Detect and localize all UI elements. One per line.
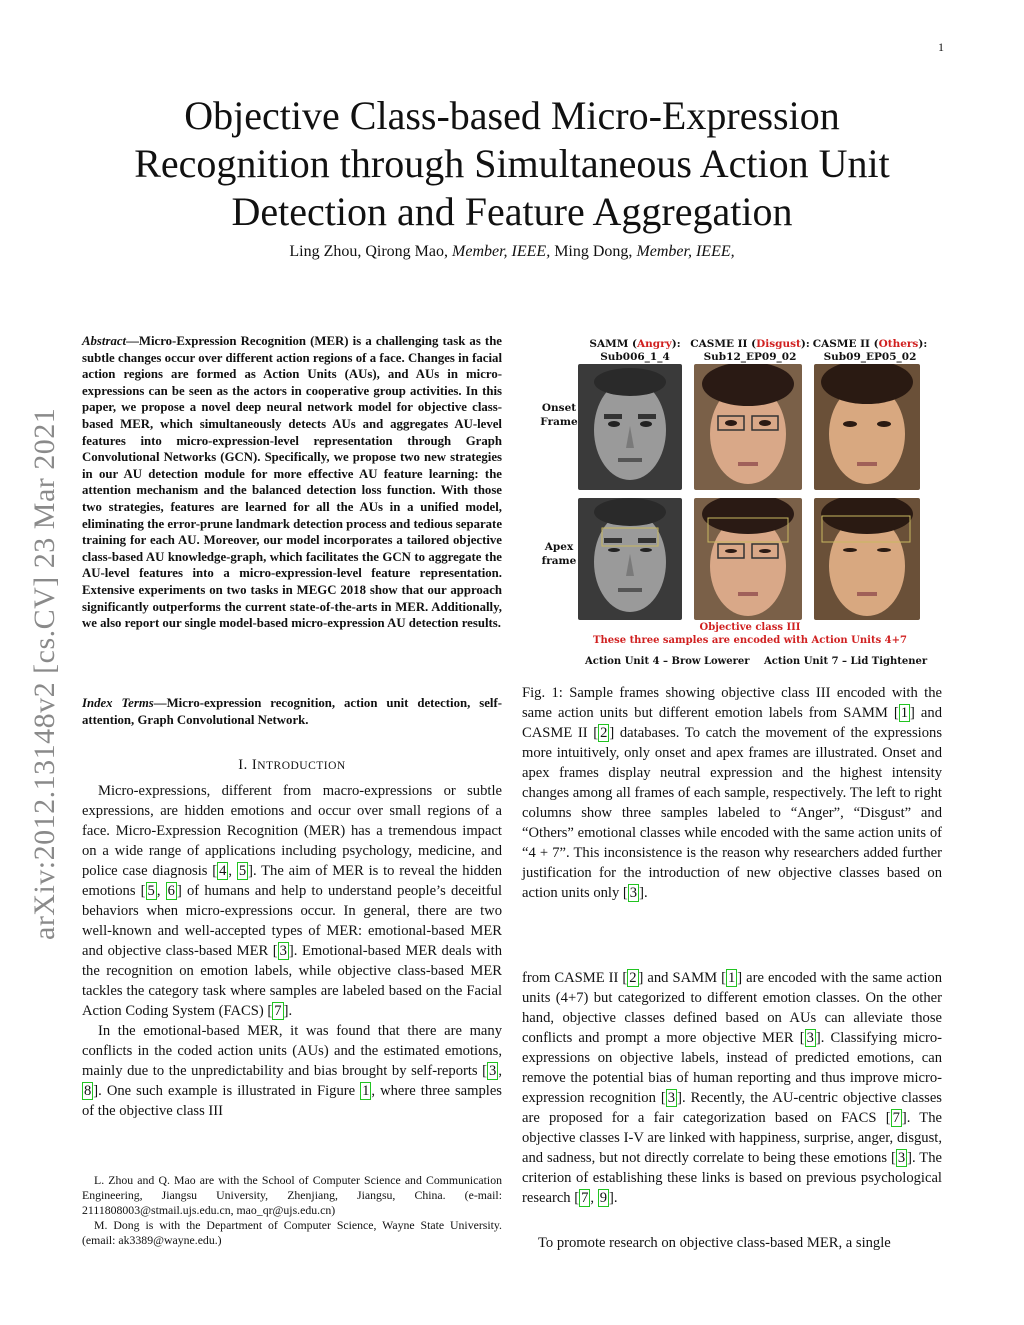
face-image-casme-others-onset bbox=[814, 364, 920, 490]
index-terms bbox=[82, 695, 502, 728]
abstract-label: Abstract bbox=[82, 334, 127, 348]
title-line-3: Detection and Feature Aggregation bbox=[231, 189, 793, 234]
row-label-line: Apex bbox=[544, 541, 574, 553]
footnote-2: M. Dong is with the Department of Computer Science, Wayne State University. (email: ak3389@wayne.edu.) bbox=[82, 1218, 502, 1247]
db-name: SAMM ( bbox=[589, 338, 637, 350]
author-1: Ling Zhou, Qirong Mao, bbox=[289, 243, 449, 260]
paper-title bbox=[60, 92, 964, 236]
sample-id: Sub12_EP09_02 bbox=[703, 351, 797, 363]
face-image-casme-disgust-apex bbox=[694, 498, 802, 620]
figure-link[interactable]: 1 bbox=[362, 1083, 370, 1099]
body-text: ]. The criterion of establishing these links is based on previous psychological research [ bbox=[522, 1150, 942, 1206]
arxiv-stamp: arXiv:2012.13148v2 [cs.CV] 23 Mar 2021 bbox=[28, 407, 61, 940]
emotion-label: Disgust bbox=[756, 338, 801, 350]
row-label-onset bbox=[535, 401, 583, 429]
row-label-apex bbox=[535, 540, 583, 568]
au7-label: Action Unit 7 – Lid Tightener bbox=[764, 656, 928, 667]
index-terms-text: —Micro-expression recognition, action unit detection, self-attention, Graph Convolutional Network. bbox=[82, 696, 503, 727]
citation-link[interactable]: 6 bbox=[167, 883, 175, 899]
citation-link[interactable]: 5 bbox=[238, 863, 247, 879]
citation-link[interactable]: 8 bbox=[84, 1083, 92, 1099]
caption-text: ] databases. To catch the movement of the expressions more intuitively, only onset and apex frames are illustrated. Onset and apex frames display neutral expression and the highest intensity changes among all frames of each sample, respectively. The left to right columns show three samples labeled to “Anger”, “Disgust” and “Others” emotional classes while encoded with the same action units of “4 + 7”. This inconsistence is the reason why researchers added further justification for the introduction of new objective classes based on action units only [ bbox=[522, 725, 942, 901]
intro-paragraph-2: In the emotional-based MER, it was found that there are many conflicts in the coded action units (AUs) and the estimated emotions, mainly due to the unpredictability and bias brought by self-reports [ 3 , 8 ]. One such example is illustrated in Figure 1 , where three samples of the objective class III bbox=[82, 1023, 502, 1119]
encoding-note: These three samples are encoded with Action Units 4+7 bbox=[593, 635, 907, 646]
section-title-initial: I bbox=[251, 757, 258, 773]
objective-class-label: Objective class III bbox=[699, 622, 801, 633]
citation-link[interactable]: 3 bbox=[629, 885, 638, 901]
citation-link[interactable]: 3 bbox=[897, 1150, 906, 1166]
intro-text: ]. One such example is illustrated in Figure bbox=[93, 1083, 361, 1099]
citation-link[interactable]: 1 bbox=[900, 705, 909, 721]
emotion-label: Angry bbox=[636, 338, 672, 350]
body-text: ]. Recently, the AU-centric objective classes are proposed for a fair categorization based on FACS [ bbox=[522, 1090, 942, 1126]
column-header-casme-disgust bbox=[690, 338, 810, 364]
citation-link[interactable]: 4 bbox=[219, 863, 227, 879]
citation-link[interactable]: 2 bbox=[600, 725, 608, 741]
db-close: ): bbox=[800, 338, 810, 350]
face-image-casme-others-apex bbox=[814, 498, 920, 620]
figure-caption bbox=[522, 683, 942, 903]
citation-link[interactable]: 3 bbox=[489, 1063, 497, 1079]
intro-text: Micro-expressions, different from macro-expressions or subtle expressions, are hidden emotions and occur over small regions of a face. Micro-Expression Recognition (MER) has a tremendous impact on a wide range of applications including psychology, medicine, and police case diagnosis [ bbox=[82, 783, 502, 879]
intro-text: ]. bbox=[283, 1003, 293, 1019]
emotion-label: Others bbox=[878, 338, 919, 350]
body-text: ]. The objective classes I-V are linked with happiness, surprise, anger, disgust, and sadness, but not directly correlate to being these emotions [ bbox=[522, 1110, 942, 1166]
db-name: CASME II ( bbox=[690, 338, 757, 350]
citation-link[interactable]: 3 bbox=[279, 943, 287, 959]
citation-link[interactable]: 1 bbox=[727, 970, 736, 986]
caption-text: ]. bbox=[639, 885, 648, 901]
sample-id: Sub09_EP05_02 bbox=[823, 351, 917, 363]
intro-text: , where three samples of the objective class III bbox=[82, 1083, 502, 1119]
db-close: ): bbox=[918, 338, 928, 350]
row-label-line: Frame bbox=[540, 416, 578, 428]
face-image-samm-onset bbox=[578, 364, 682, 490]
arxiv-stamp-container bbox=[18, 350, 70, 950]
abstract-text: —Micro-Expression Recognition (MER) is a challenging task as the subtle changes occur over different action regions of a face. Changes in facial action regions are formed as Action Units (AUs), and AUs in micro-expressions can be seen as the actors in cooperative group activities. In this paper, we propose a novel deep neural network model for objective class-based MER, which simultaneously detects AUs and aggregates AU-level features into micro-expression-level representation through Graph Convolutional Networks (GCN). Specifically, we propose two new strategies in our AU detection module for more effective AU feature learning: the attention mechanism and the balanced detection loss function. With those two strategies, features are learned for all the AUs in a unified model, eliminating the error-prune landmark detection process and tedious separate training for each AU. Moreover, our model incorporates a tailored objective class-based AU knowledge-graph, which facilitates the GCN to aggregate the AU-level features into a micro-expression-level feature representation. Extensive experiments on two tasks in MEGC 2018 show that our approach significantly outperforms the current state-of-the-arts in MER. Additionally, we also report our single model-based micro-expression AU detection results. bbox=[82, 334, 502, 631]
column-header-casme-others bbox=[810, 338, 930, 364]
section-title-rest: NTRODUCTION bbox=[257, 760, 346, 772]
intro-paragraph-1: Micro-expressions, different from macro-expressions or subtle expressions, are hidden emotions and occur over small regions of a face. Micro-Expression Recognition (MER) has a tremendous impact on a wide range of applications including psychology, medicine, and police case diagnosis [ 4 , 5 ]. The aim of MER is to reveal the hidden emotions [ 5 , 6 ] of humans and help to understand people’s deceitful behaviors when micro-expressions occur. In general, there are two well-known and well-accepted types of MER: emotional-based MER and objective class-based MER [ 3 ]. Emotional-based MER deals with the recognition on emotion labels, while objective class-based MER tackles the category task where samples are labeled based on the Facial Action Coding System (FACS) [ 7 ]. bbox=[82, 783, 502, 1019]
body-text: ] are encoded with the same action units (4+7) but categorized to different emotion classes. On the other hand, objective classes defined based on AUs can alleviate those conflicts and prompt a more objective MER [ bbox=[522, 970, 942, 1046]
citation-link[interactable]: 9 bbox=[599, 1190, 608, 1206]
caption-text: ] and CASME II [ bbox=[522, 705, 942, 741]
page-number: 1 bbox=[938, 40, 944, 54]
sample-id: Sub006_1_4 bbox=[600, 351, 670, 363]
face-image-casme-disgust-onset bbox=[694, 364, 802, 490]
citation-link[interactable]: 3 bbox=[806, 1030, 814, 1046]
section-heading bbox=[82, 757, 502, 774]
body-text: ] and SAMM [ bbox=[638, 970, 726, 986]
body-text: ]. bbox=[609, 1190, 618, 1206]
intro-text: ]. Emotional-based MER deals with the recognition on emotion labels, while objective class-based MER tackles the category task where samples are labeled based on the Facial Action Coding System (FACS) [ bbox=[82, 943, 502, 1019]
section-numeral: I. bbox=[238, 757, 248, 773]
body-text: ]. Classifying micro-expressions on objective labels, instead of predicted emotions, can remove the potential bias of human reporting and thus improve micro-expression recognition [ bbox=[522, 1030, 942, 1106]
caption-text: Fig. 1: Sample frames showing objective class III encoded with the same action units but different emotion labels from SAMM [ bbox=[522, 685, 942, 721]
citation-link[interactable]: 7 bbox=[274, 1003, 282, 1019]
face-image-samm-apex bbox=[578, 498, 682, 620]
author-2: Ming Dong, bbox=[554, 243, 633, 260]
index-terms-label: Index Terms bbox=[82, 696, 154, 710]
author-list bbox=[60, 243, 964, 261]
right-column-paragraph: from CASME II [ 2 ] and SAMM [ 1 ] are encoded with the same action units (4+7) but categorized to different emotion classes. On the other hand, objective classes defined based on AUs can alleviate those conflicts and prompt a more objective MER [ 3 ]. Classifying micro-expressions on objective labels, instead of predicted emotions, can remove the potential bias of human reporting and thus improve micro-expression recognition [ 3 ]. Recently, the AU-centric objective classes are proposed for a fair categorization based on FACS [ 7 ]. The objective classes I-V are linked with happiness, surprise, anger, disgust, and sadness, but not directly correlate to being these emotions [ 3 ]. The criterion of establishing these links is based on previous psychological research [ 7 , 9 ]. bbox=[522, 970, 942, 1206]
abstract bbox=[82, 333, 502, 632]
body-text: To promote research on objective class-based MER, a single bbox=[538, 1235, 891, 1251]
title-line-2: Recognition through Simultaneous Action Unit bbox=[134, 141, 890, 186]
introduction-body bbox=[82, 781, 502, 1121]
citation-link[interactable]: 3 bbox=[667, 1090, 676, 1106]
intro-text: In the emotional-based MER, it was found that there are many conflicts in the coded action units (AUs) and the estimated emotions, mainly due to the unpredictability and bias brought by self-reports [ bbox=[82, 1023, 502, 1079]
footnote-1: L. Zhou and Q. Mao are with the School of Computer Science and Communication Engineering, Jiangsu University, Zhenjiang, Jiangsu, China. (e-mail: 2111808003@stmail.ujs.edu.cn, mao_qr@ujs.edu.cn) bbox=[82, 1173, 502, 1217]
citation-link[interactable]: 7 bbox=[581, 1190, 589, 1206]
title-line-1: Objective Class-based Micro-Expression bbox=[184, 93, 840, 138]
citation-link[interactable]: 5 bbox=[147, 883, 155, 899]
author-1-role: Member, IEEE, bbox=[452, 243, 551, 260]
citation-link[interactable]: 2 bbox=[629, 970, 637, 986]
column-header-samm bbox=[585, 338, 685, 364]
row-label-line: Onset bbox=[541, 402, 577, 414]
intro-text: ] of humans and help to understand people’s deceitful behaviors when micro-expressions occur. In general, there are two well-known and well-accepted types of MER: emotional-based MER and objective class-based MER [ bbox=[82, 883, 502, 959]
au4-label: Action Unit 4 – Brow Lowerer bbox=[585, 656, 750, 667]
db-close: ): bbox=[671, 338, 681, 350]
citation-link[interactable]: 7 bbox=[892, 1110, 900, 1126]
figure-1 bbox=[540, 333, 940, 673]
row-label-line: frame bbox=[541, 555, 577, 567]
db-name: CASME II ( bbox=[812, 338, 879, 350]
body-text: from CASME II [ bbox=[522, 970, 628, 986]
right-column-last-line bbox=[522, 1233, 942, 1253]
intro-text: ]. The aim of MER is to reveal the hidden emotions [ bbox=[82, 863, 502, 899]
author-2-role: Member, IEEE, bbox=[636, 243, 735, 260]
footnotes bbox=[82, 1173, 502, 1248]
